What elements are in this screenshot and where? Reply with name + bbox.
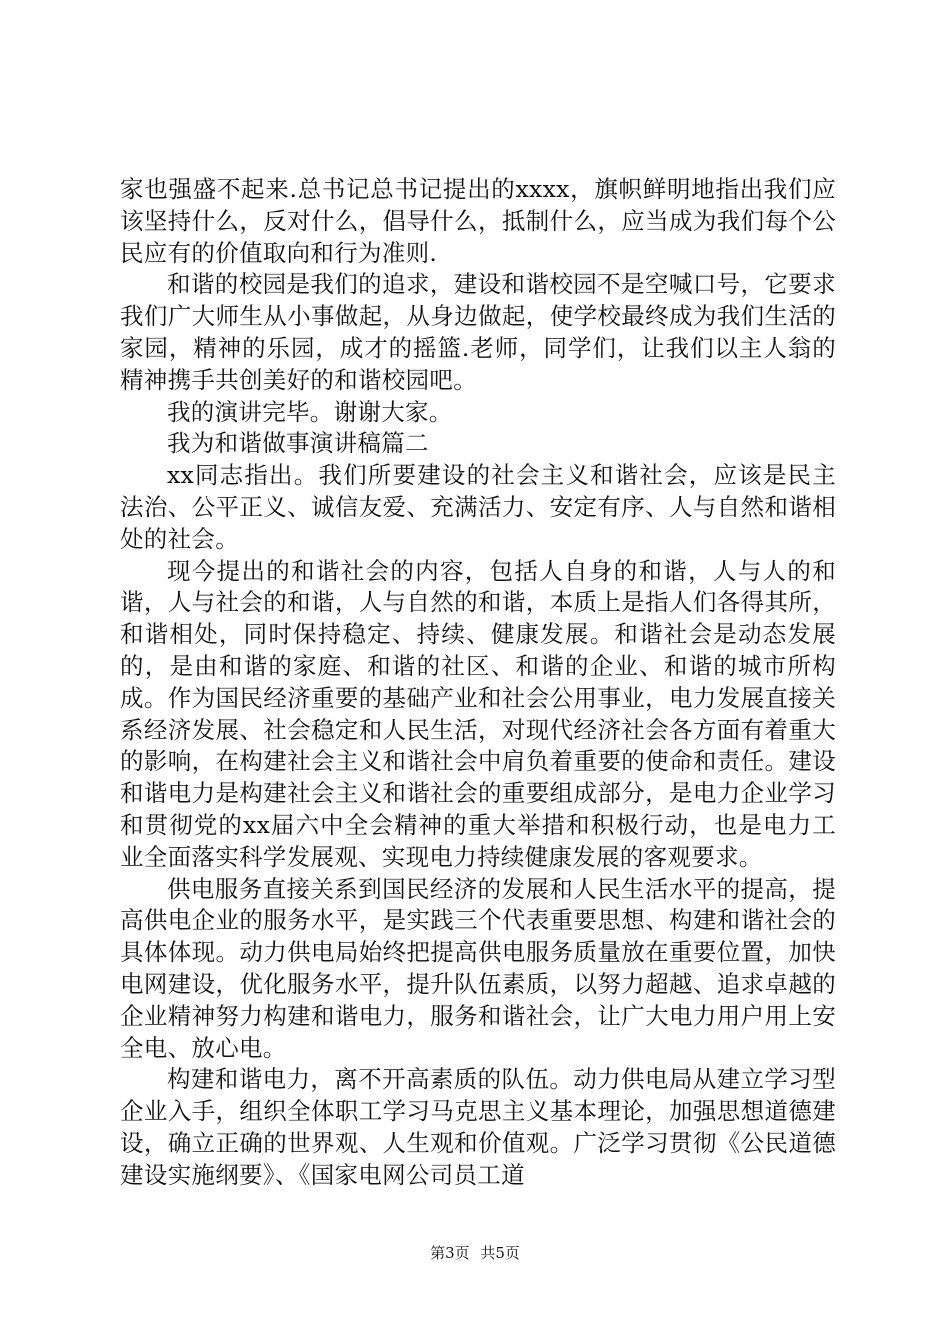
- document-body: [120, 174, 836, 1192]
- page-total: 共5页: [480, 1244, 520, 1262]
- page-footer: [0, 1243, 950, 1263]
- paragraph-1: 家也强盛不起来.总书记总书记提出的xxxx，旗帜鲜明地指出我们应该坚持什么，反对什么，倡导什么，抵制什么，应当成为我们每个公民应有的价值取向和行为准则.: [120, 175, 836, 267]
- paragraph-7: 供电服务直接关系到国民经济的发展和人民生活水平的提高，提高供电企业的服务水平，是实践三个代表重要思想、构建和谐社会的具体体现。动力供电局始终把提高供电服务质量放在重要位置，加快电网建设，优化服务水平，提升队伍素质，以努力超越、追求卓越的企业精神努力构建和谐电力，服务和谐社会，让广大电力用户用上安全电、放心电。: [120, 874, 836, 1062]
- page-number: 第3页: [430, 1244, 470, 1262]
- paragraph-5: xx同志指出。我们所要建设的社会主义和谐社会，应该是民主法治、公平正义、诚信友爱、充满活力、安定有序、人与自然和谐相处的社会。: [120, 461, 836, 553]
- paragraph-6: 现今提出的和谐社会的内容，包括人自身的和谐，人与人的和谐，人与社会的和谐，人与自然的和谐，本质上是指人们各得其所，和谐相处，同时保持稳定、持续、健康发展。和谐社会是动态发展的，是由和谐的家庭、和谐的社区、和谐的企业、和谐的城市所构成。作为国民经济重要的基础产业和社会公用事业，电力发展直接关系经济发展、社会稳定和人民生活，对现代经济社会各方面有着重大的影响，在构建社会主义和谐社会中肩负着重要的使命和责任。建设和谐电力是构建社会主义和谐社会的重要组成部分，是电力企业学习和贯彻党的xx届六中全会精神的重大举措和积极行动，也是电力工业全面落实科学发展观、实现电力持续健康发展的客观要求。: [120, 556, 836, 871]
- section-heading: 我为和谐做事演讲稿篇二: [167, 429, 429, 458]
- paragraph-8: 构建和谐电力，离不开高素质的队伍。动力供电局从建立学习型企业入手，组织全体职工学习马克思主义基本理论，加强思想道德建设，确立正确的世界观、人生观和价值观。广泛学习贯彻《公民道德建设实施纲要》、《国家电网公司员工道: [120, 1065, 836, 1189]
- paragraph-2: 和谐的校园是我们的追求，建设和谐校园不是空喊口号，它要求我们广大师生从小事做起，从身边做起，使学校最终成为我们生活的家园，精神的乐园，成才的摇篮.老师，同学们，让我们以主人翁的精神携手共创美好的和谐校园吧。: [120, 270, 836, 394]
- paragraph-3: 我的演讲完毕。谢谢大家。: [167, 397, 453, 426]
